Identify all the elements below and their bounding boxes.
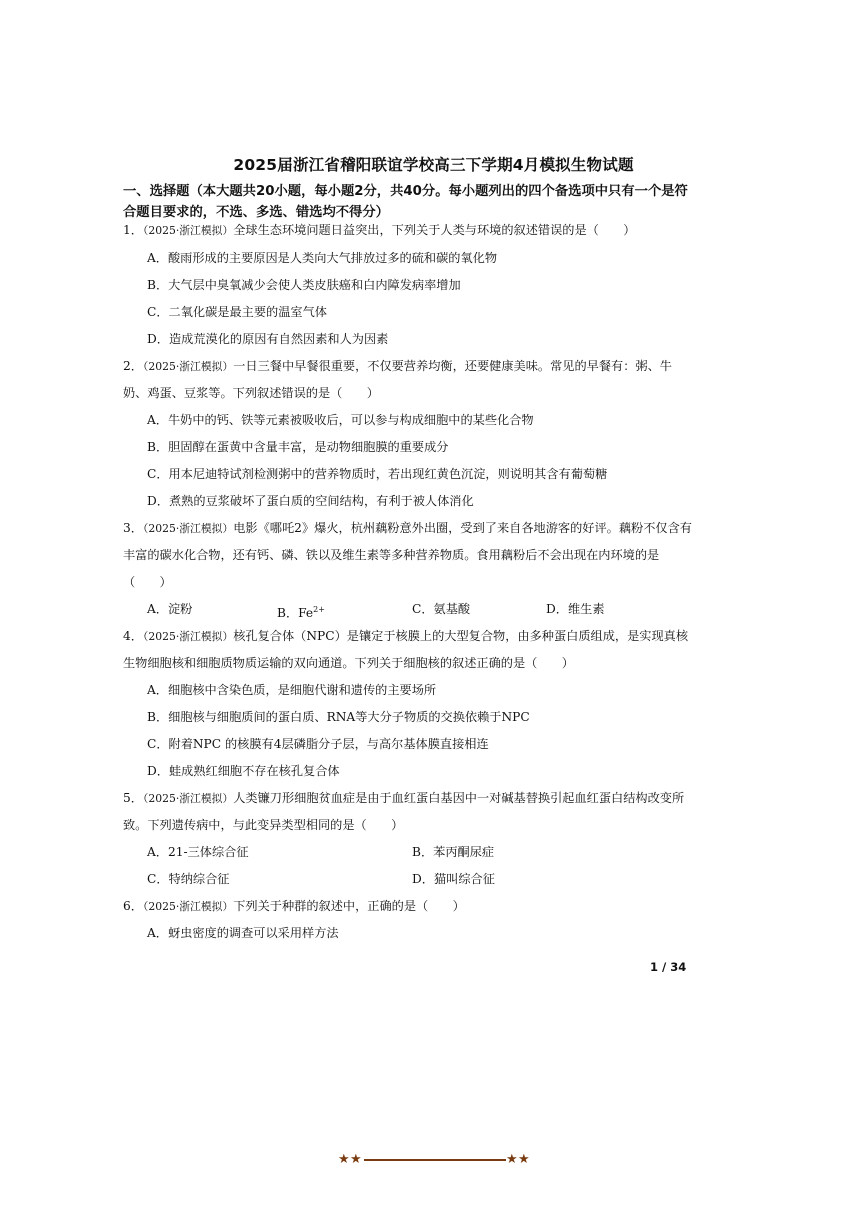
star-icon: ★ — [518, 1152, 530, 1167]
question-number: 6． — [123, 899, 143, 913]
option-d: D．煮熟的豆浆破坏了蛋白质的空间结构，有利于被人体消化 — [147, 494, 474, 508]
option-a: A．牛奶中的钙、铁等元素被吸收后，可以参与构成细胞中的某些化合物 — [147, 413, 534, 427]
option-c: C．氨基酸 — [412, 602, 471, 616]
question-stem: 下列关于种群的叙述中，正确的是（ ） — [233, 899, 465, 913]
question-1 — [123, 217, 693, 244]
question-source: （2025·浙江模拟） — [142, 224, 234, 237]
footer-ornament — [338, 1150, 532, 1170]
question-stem: 人类镰刀形细胞贫血症是由于血红蛋白基因中一对碱基替换引起血红蛋白结构改变所致。下列遗传病中，与此变异类型相同的是（ ） — [123, 791, 685, 832]
page-number: 1 / 34 — [650, 960, 687, 974]
option-d: D．造成荒漠化的原因有自然因素和人为因素 — [147, 332, 389, 346]
star-icon: ★ — [338, 1152, 350, 1167]
question-stem: 全球生态环境问题日益突出，下列关于人类与环境的叙述错误的是（ ） — [233, 223, 636, 237]
option-a: A．蚜虫密度的调查可以采用样方法 — [147, 926, 339, 940]
option-c: C．特纳综合征 — [147, 872, 230, 886]
option-d: D．猫叫综合征 — [412, 872, 495, 886]
question-4 — [123, 623, 693, 677]
question-number: 4． — [123, 629, 143, 643]
star-icon: ★ — [350, 1152, 362, 1167]
option-a: A．细胞核中含染色质，是细胞代谢和遗传的主要场所 — [147, 683, 437, 697]
document-title: 2025届浙江省稽阳联谊学校高三下学期4月模拟生物试题 — [233, 156, 634, 174]
superscript-charge: 2+ — [313, 605, 325, 614]
option-a: A．淀粉 — [147, 602, 193, 616]
option-b-text: B．Fe — [277, 606, 314, 621]
question-source: （2025·浙江模拟） — [142, 522, 234, 535]
option-b: B．苯丙酮尿症 — [412, 845, 495, 859]
question-5 — [123, 785, 693, 839]
option-c: C．附着NPC 的核膜有4层磷脂分子层，与高尔基体膜直接相连 — [147, 737, 489, 751]
question-number: 5． — [123, 791, 143, 805]
question-source: （2025·浙江模拟） — [142, 900, 234, 913]
option-c: C．二氧化碳是最主要的温室气体 — [147, 305, 327, 319]
question-number: 1． — [123, 223, 143, 237]
question-stem: 一日三餐中早餐很重要，不仅要营养均衡，还要健康美味。常见的早餐有：粥、牛奶、鸡蛋、豆浆等。下列叙述错误的是（ ） — [123, 359, 672, 400]
question-stem: 核孔复合体（NPC）是镶定于核膜上的大型复合物，由多种蛋白质组成，是实现真核生物细胞核和细胞质物质运输的双向通道。下列关于细胞核的叙述正确的是（ ） — [123, 629, 689, 670]
option-b: B．细胞核与细胞质间的蛋白质、RNA等大分子物质的交换依赖于NPC — [147, 710, 530, 724]
option-d: D．蛙成熟红细胞不存在核孔复合体 — [147, 764, 340, 778]
option-d: D．维生素 — [546, 602, 605, 616]
option-c: C．用本尼迪特试剂检测粥中的营养物质时，若出现红黄色沉淀，则说明其含有葡萄糖 — [147, 467, 608, 481]
star-icon: ★ — [506, 1152, 518, 1167]
question-source: （2025·浙江模拟） — [142, 360, 234, 373]
option-b: B．大气层中臭氧减少会使人类皮肤癌和白内障发病率增加 — [147, 278, 461, 292]
question-number: 2． — [123, 359, 143, 373]
question-source: （2025·浙江模拟） — [142, 792, 234, 805]
option-a: A．21-三体综合征 — [147, 845, 249, 859]
section-heading: 一、选择题（本大题共20小题，每小题2分，共40分。每小题列出的四个备选项中只有一个是符合题目要求的，不选、多选、错选均不得分） — [123, 184, 688, 220]
question-source: （2025·浙江模拟） — [142, 630, 234, 643]
question-6 — [123, 893, 693, 920]
question-number: 3． — [123, 521, 143, 535]
question-3 — [123, 515, 693, 596]
question-stem: 电影《哪吒2》爆火，杭州藕粉意外出圈，受到了来自各地游客的好评。藕粉不仅含有丰富的碳水化合物，还有钙、磷、铁以及维生素等多种营养物质。食用藕粉后不会出现在内环境的是（ ） — [123, 521, 692, 589]
option-b: B．胆固醇在蛋黄中含量丰富，是动物细胞膜的重要成分 — [147, 440, 449, 454]
option-a: A．酸雨形成的主要原因是人类向大气排放过多的硫和碳的氧化物 — [147, 251, 498, 265]
footer-rule — [364, 1159, 506, 1161]
question-2 — [123, 353, 693, 407]
